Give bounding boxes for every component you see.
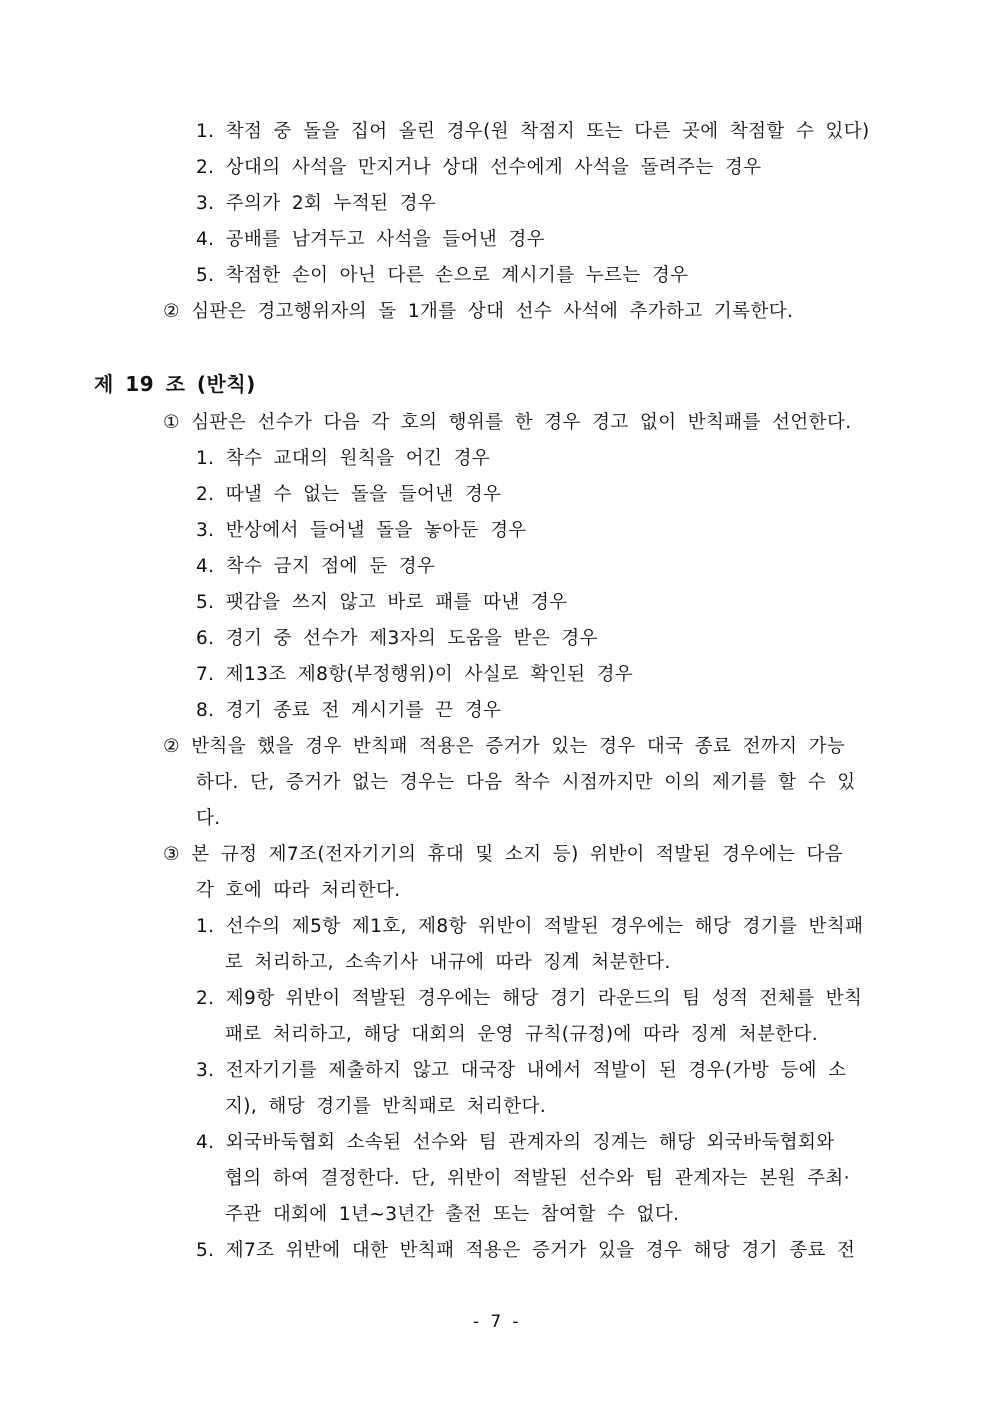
article-heading: 제 19 조 (반칙) bbox=[94, 372, 256, 396]
list-item: 4. 외국바둑협회 소속된 선수와 팀 관계자의 징계는 해당 외국바둑협회와 bbox=[196, 1132, 835, 1153]
list-item-continuation: 지), 해당 경기를 반칙패로 처리한다. bbox=[225, 1096, 547, 1117]
list-item: 1. 착점 중 돌을 집어 올린 경우(원 착점지 또는 다른 곳에 착점할 수 있다) bbox=[196, 121, 870, 142]
list-item: 1. 착수 교대의 원칙을 어긴 경우 bbox=[196, 448, 491, 469]
list-item: 3. 반상에서 들어낼 돌을 놓아둔 경우 bbox=[196, 520, 527, 541]
list-item: 3. 주의가 2회 누적된 경우 bbox=[196, 193, 437, 214]
list-item-continuation: 패로 처리하고, 해당 대회의 운영 규칙(규정)에 따라 징계 처분한다. bbox=[225, 1024, 819, 1045]
clause-paragraph: ① 심판은 선수가 다음 각 호의 행위를 한 경우 경고 없이 반칙패를 선언한다. bbox=[163, 412, 852, 433]
list-item: 5. 착점한 손이 아닌 다른 손으로 계시기를 누르는 경우 bbox=[196, 265, 689, 286]
list-item: 1. 선수의 제5항 제1호, 제8항 위반이 적발된 경우에는 해당 경기를 반칙패 bbox=[196, 916, 864, 937]
list-item: 5. 제7조 위반에 대한 반칙패 적용은 증거가 있을 경우 해당 경기 종료 전 bbox=[196, 1240, 856, 1261]
list-item: 6. 경기 중 선수가 제3자의 도움을 받은 경우 bbox=[196, 628, 598, 649]
list-item: 7. 제13조 제8항(부정행위)이 사실로 확인된 경우 bbox=[196, 664, 634, 685]
list-item: 4. 착수 금지 점에 둔 경우 bbox=[196, 556, 436, 577]
clause-paragraph: ③ 본 규정 제7조(전자기기의 휴대 및 소지 등) 위반이 적발된 경우에는 다음 bbox=[163, 844, 844, 865]
list-item: 4. 공배를 남겨두고 사석을 들어낸 경우 bbox=[196, 229, 545, 250]
clause-paragraph: ② 심판은 경고행위자의 돌 1개를 상대 선수 사석에 추가하고 기록한다. bbox=[163, 301, 794, 322]
list-item-continuation: 주관 대회에 1년~3년간 출전 또는 참여할 수 없다. bbox=[225, 1204, 680, 1225]
list-item-continuation: 협의 하여 결정한다. 단, 위반이 적발된 선수와 팀 관계자는 본원 주최· bbox=[225, 1168, 850, 1189]
list-item: 2. 상대의 사석을 만지거나 상대 선수에게 사석을 돌려주는 경우 bbox=[196, 157, 762, 178]
clause-continuation: 각 호에 따라 처리한다. bbox=[196, 880, 401, 901]
list-item: 5. 팻감을 쓰지 않고 바로 패를 따낸 경우 bbox=[196, 592, 568, 613]
list-item: 3. 전자기기를 제출하지 않고 대국장 내에서 적발이 된 경우(가방 등에 소 bbox=[196, 1060, 847, 1081]
clause-continuation: 다. bbox=[196, 808, 221, 829]
page-number: - 7 - bbox=[473, 1312, 519, 1332]
clause-continuation: 하다. 단, 증거가 없는 경우는 다음 착수 시점까지만 이의 제기를 할 수 있 bbox=[196, 772, 856, 793]
list-item: 2. 제9항 위반이 적발된 경우에는 해당 경기 라운드의 팀 성적 전체를 반칙 bbox=[196, 988, 863, 1009]
list-item: 2. 따낼 수 없는 돌을 들어낸 경우 bbox=[196, 484, 502, 505]
clause-paragraph: ② 반칙을 했을 경우 반칙패 적용은 증거가 있는 경우 대국 종료 전까지 가능 bbox=[163, 736, 846, 757]
list-item-continuation: 로 처리하고, 소속기사 내규에 따라 징계 처분한다. bbox=[225, 952, 671, 973]
list-item: 8. 경기 종료 전 계시기를 끈 경우 bbox=[196, 700, 502, 721]
